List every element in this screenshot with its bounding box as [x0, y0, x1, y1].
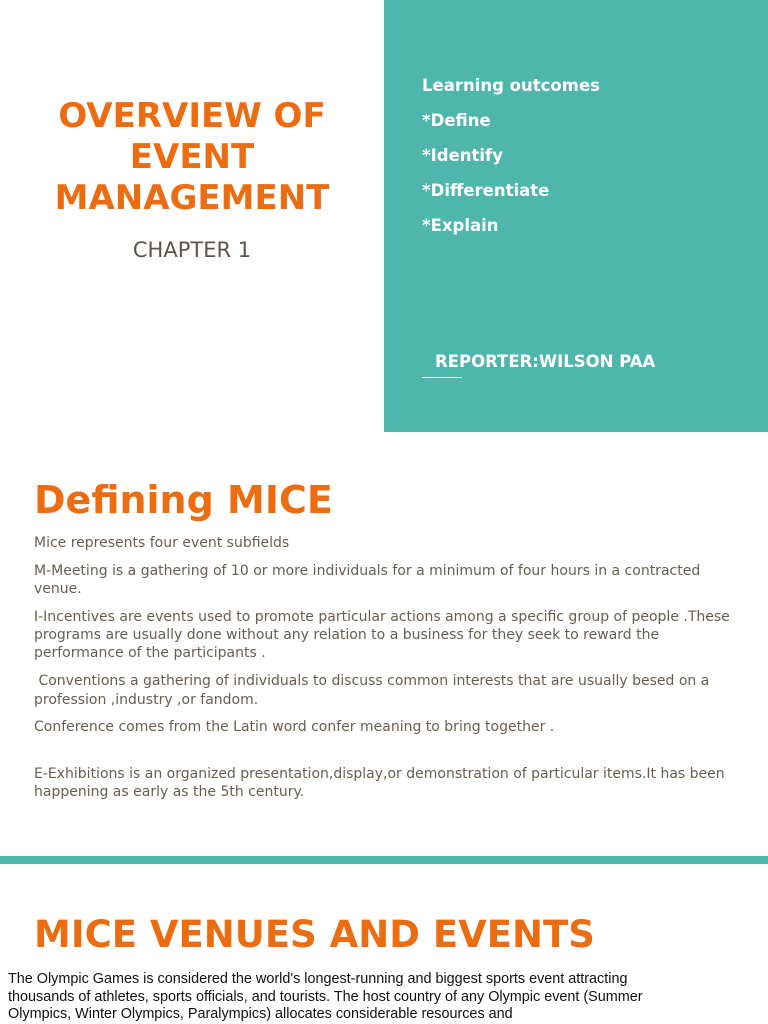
slide-divider	[0, 856, 768, 864]
chapter-subtitle: CHAPTER 1	[132, 238, 252, 262]
mice-venues-slide	[0, 864, 768, 1024]
paragraph: Conference comes from the Latin word confer meaning to bring together .	[34, 719, 555, 736]
section-title: MICE VENUES AND EVENTS	[34, 913, 595, 956]
outcome-item: *Explain	[422, 216, 499, 235]
outcomes-heading: Learning outcomes	[422, 76, 600, 95]
slide-title-line: MANAGEMENT	[54, 178, 330, 218]
mice-definitions	[34, 534, 739, 811]
section-title: Defining MICE	[34, 478, 333, 522]
paragraph: E-Exhibitions is an organized presentation,display,or demonstration of particular items.It has been happening as early as the 5th century.	[34, 765, 725, 800]
paragraph: Mice represents four event subfields	[34, 535, 290, 551]
paragraph: I-Incentives are events used to promote particular actions among a specific group of people .These programs are usually done without any relation to a business for they seek to reward the performance of the participants .	[34, 608, 730, 662]
slide-title-line: EVENT	[129, 137, 255, 177]
paragraph: Conventions a gathering of individuals to discuss common interests that are usually besed on a profession ,industry ,or fandom.	[34, 673, 714, 708]
body-text: The Olympic Games is considered the world's longest-running and biggest sports event attracting thousands of athletes, sports officials, and tourists. The host country of any Olympic event (Summer Olympics, Winter Olympics, Paralympics) allocates considerable resources and	[8, 971, 643, 1022]
title-slide	[0, 0, 768, 432]
defining-mice-slide	[0, 432, 768, 856]
learning-outcomes-list	[422, 68, 600, 243]
slide-title	[0, 96, 384, 219]
paragraph: M-Meeting is a gathering of 10 or more individuals for a minimum of four hours in a contracted venue.	[34, 562, 701, 598]
title-block	[0, 96, 384, 263]
reporter-underline	[422, 377, 462, 378]
outcome-item: *Differentiate	[422, 181, 550, 200]
outcomes-panel	[384, 0, 768, 432]
reporter-label: REPORTER:WILSON PAA	[435, 352, 656, 371]
outcome-item: *Define	[422, 111, 491, 130]
slide-title-line: OVERVIEW OF	[58, 96, 326, 136]
outcome-item: *Identify	[422, 146, 503, 165]
